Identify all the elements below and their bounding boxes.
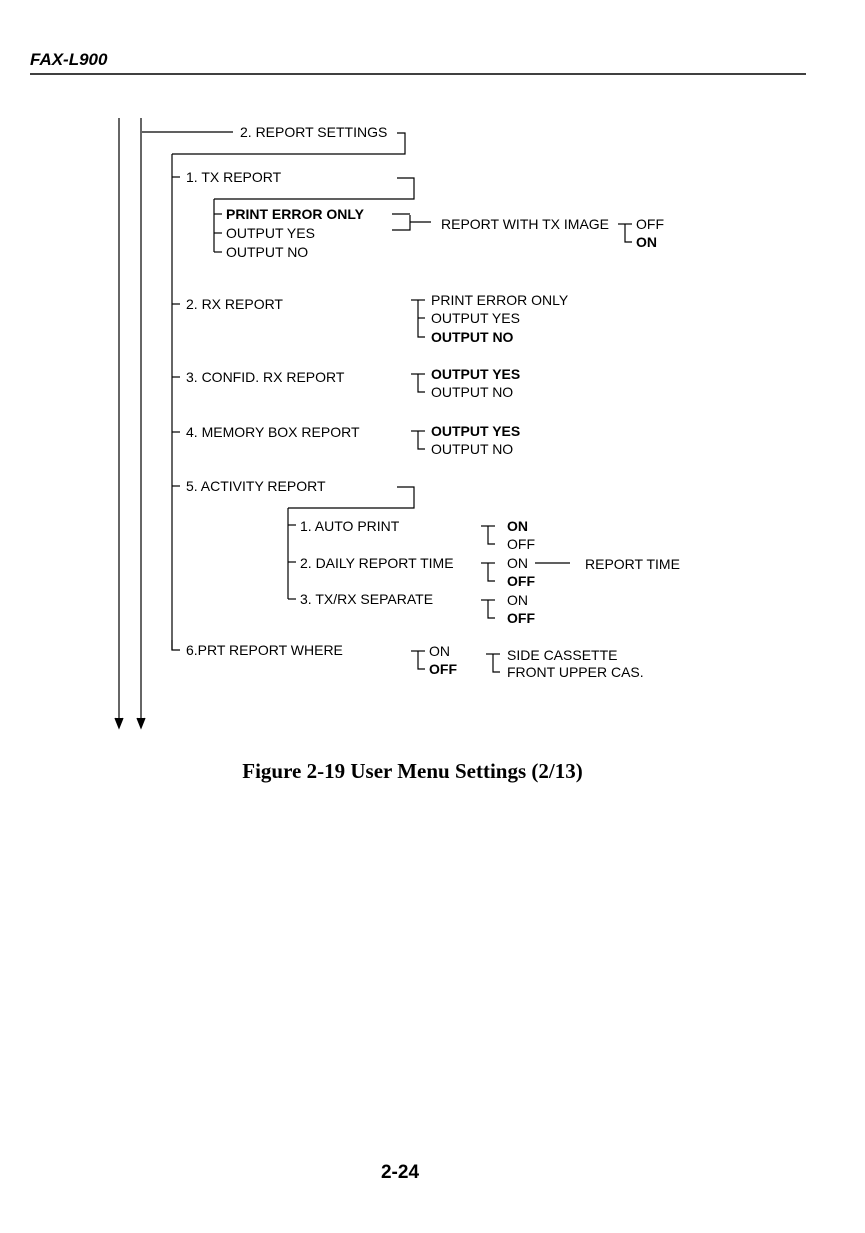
auto-print-option: ON — [507, 518, 528, 534]
txrx-separate-label: 3. TX/RX SEPARATE — [300, 591, 434, 607]
figure-caption: Figure 2-19 User Menu Settings (2/13) — [242, 759, 583, 783]
prt-report-where-label: 6.PRT REPORT WHERE — [186, 642, 343, 658]
memory-box-option: OUTPUT NO — [431, 441, 514, 457]
auto-print-label: 1. AUTO PRINT — [300, 518, 400, 534]
tx-report-option: PRINT ERROR ONLY — [226, 206, 364, 222]
memory-box-report-label: 4. MEMORY BOX REPORT — [186, 424, 360, 440]
rx-report-option: PRINT ERROR ONLY — [431, 292, 569, 308]
tx-report-option: OUTPUT YES — [226, 225, 315, 241]
rx-report-option: OUTPUT NO — [431, 329, 514, 345]
tx-report-label: 1. TX REPORT — [186, 169, 282, 185]
report-with-tx-image-label: REPORT WITH TX IMAGE — [441, 216, 610, 232]
daily-report-time-label: 2. DAILY REPORT TIME — [300, 555, 454, 571]
confid-rx-report-label: 3. CONFID. RX REPORT — [186, 369, 345, 385]
page-number: 2-24 — [380, 1162, 420, 1183]
header-title: FAX-L900 — [30, 50, 108, 69]
prt-report-where-option: OFF — [429, 661, 457, 677]
report-time-label: REPORT TIME — [585, 556, 680, 572]
cassette-option: SIDE CASSETTE — [507, 647, 618, 663]
tx-image-option: OFF — [636, 216, 664, 232]
rx-report-option: OUTPUT YES — [431, 310, 520, 326]
prt-report-where-option: ON — [429, 643, 450, 659]
tx-report-option: OUTPUT NO — [226, 244, 309, 260]
rx-report-label: 2. RX REPORT — [186, 296, 283, 312]
auto-print-option: OFF — [507, 536, 535, 552]
memory-box-option: OUTPUT YES — [431, 423, 521, 439]
txrx-separate-option: OFF — [507, 610, 535, 626]
daily-report-time-option: ON — [507, 555, 528, 571]
activity-report-label: 5. ACTIVITY REPORT — [186, 478, 326, 494]
cassette-option: FRONT UPPER CAS. — [507, 664, 644, 680]
report-settings-title: 2. REPORT SETTINGS — [240, 124, 388, 140]
confid-rx-option: OUTPUT NO — [431, 384, 514, 400]
txrx-separate-option: ON — [507, 592, 528, 608]
daily-report-time-option: OFF — [507, 573, 535, 589]
confid-rx-option: OUTPUT YES — [431, 366, 521, 382]
tx-image-option: ON — [636, 234, 657, 250]
